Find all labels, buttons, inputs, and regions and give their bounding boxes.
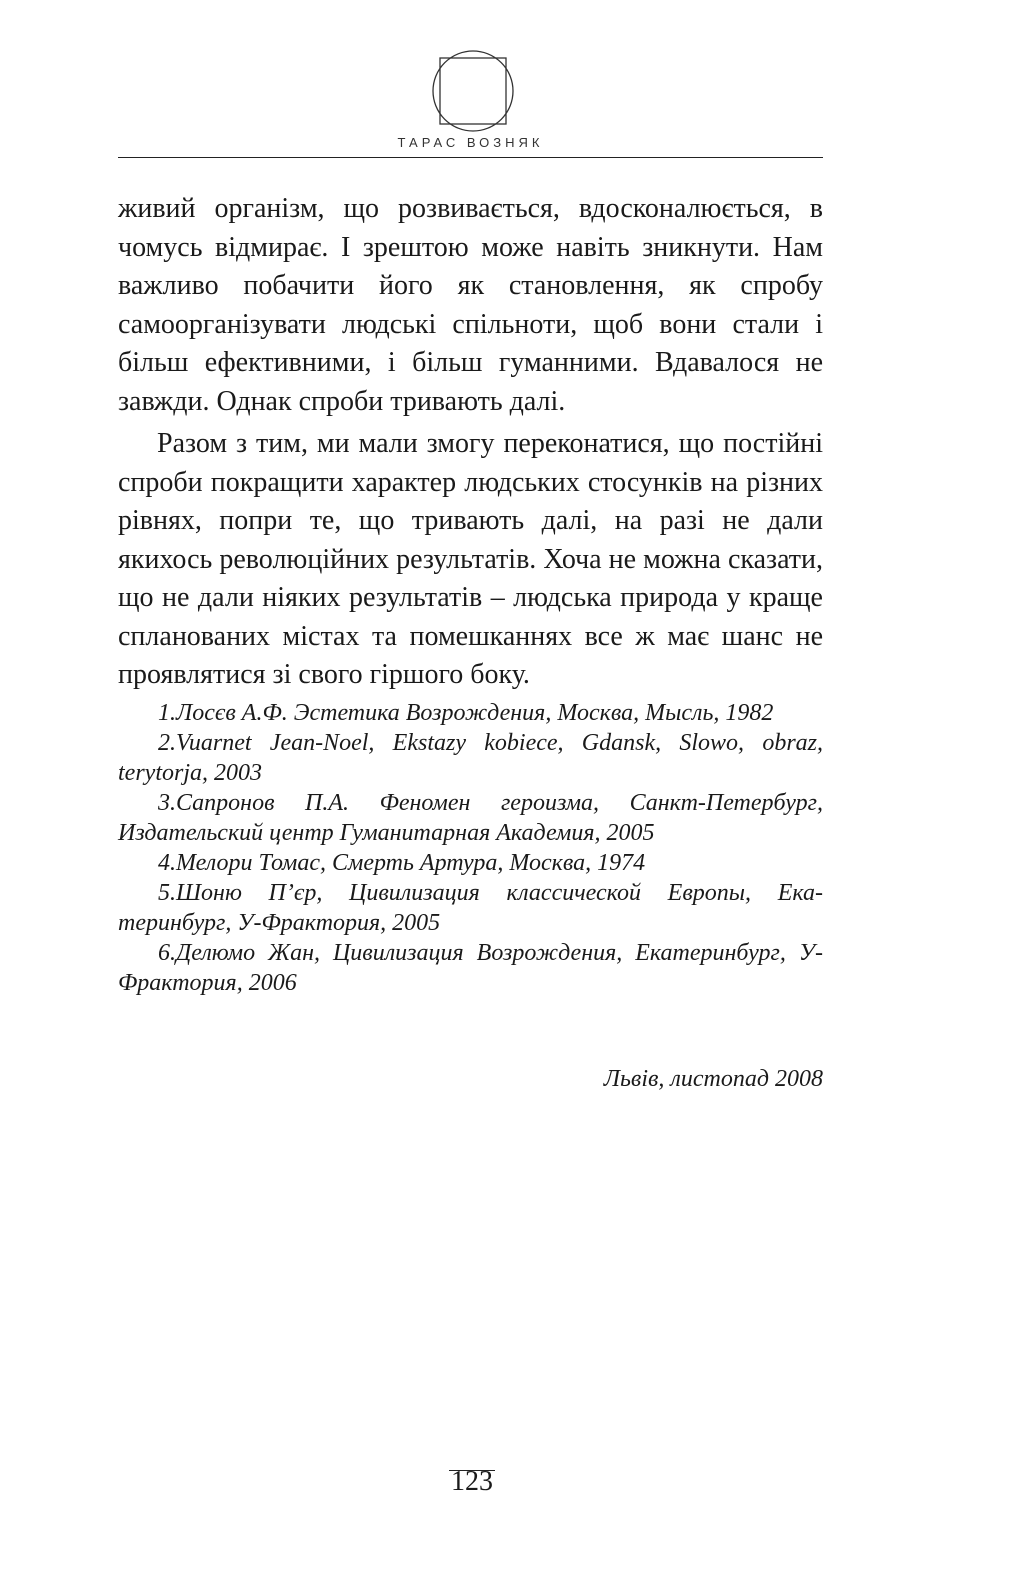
body-paragraph: Разом з тим, ми мали змогу переконатися, що постійні спроби покращити характер людських стосунків на різних рівнях, попри те, що тривають далі, на разі не дали якихось революційних результатів. Хоча не можна сказати, що не дали ніяких результатів – людська природа у краще спланованих містах та помешканнях все ж має шанс не проявлятися зі свого гіршого боку.	[118, 428, 823, 690]
place-and-date: Львів, листопад 2008	[603, 1066, 823, 1092]
header-divider	[118, 157, 823, 158]
reference-item: 1.Лосєв А.Ф. Эстетика Возрождения, Москва, Мысль, 1982	[158, 700, 774, 726]
circle-square-emblem-icon	[431, 49, 515, 133]
body-paragraph: живий організм, що розвивається, вдосконалюється, в чомусь відмирає. І зрештою може навіть зникнути. Нам важливо побачити його як становлення, як спробу самоорганізувати людські спільноти, щоб вони стали і більш ефективними, і більш гуманними. Вдавалося не завжди. Однак спроби тривають далі.	[118, 193, 823, 417]
page-number: 123	[451, 1466, 493, 1497]
reference-item: 3.Сапронов П.А. Феномен героизма, Санкт-Петербург, Издательский центр Гуманитарная Академия, 2005	[118, 790, 823, 846]
reference-item: 4.Мелори Томас, Смерть Артура, Москва, 1974	[158, 850, 646, 876]
reference-item: 5.Шоню П’єр, Цивилизация классической Европы, Екатеринбург, У-Фрактория, 2005	[118, 880, 823, 936]
reference-list	[118, 698, 823, 998]
running-header-author: ТАРАС ВОЗНЯК	[397, 135, 544, 150]
reference-item: 6.Делюмо Жан, Цивилизация Возрождения, Екатеринбург, У-Фрактория, 2006	[118, 940, 823, 996]
main-text	[118, 190, 823, 695]
reference-item: 2.Vuarnet Jean-Noel, Ekstazy kobiece, Gdansk, Slowo, obraz, terytorja, 2003	[118, 730, 823, 786]
